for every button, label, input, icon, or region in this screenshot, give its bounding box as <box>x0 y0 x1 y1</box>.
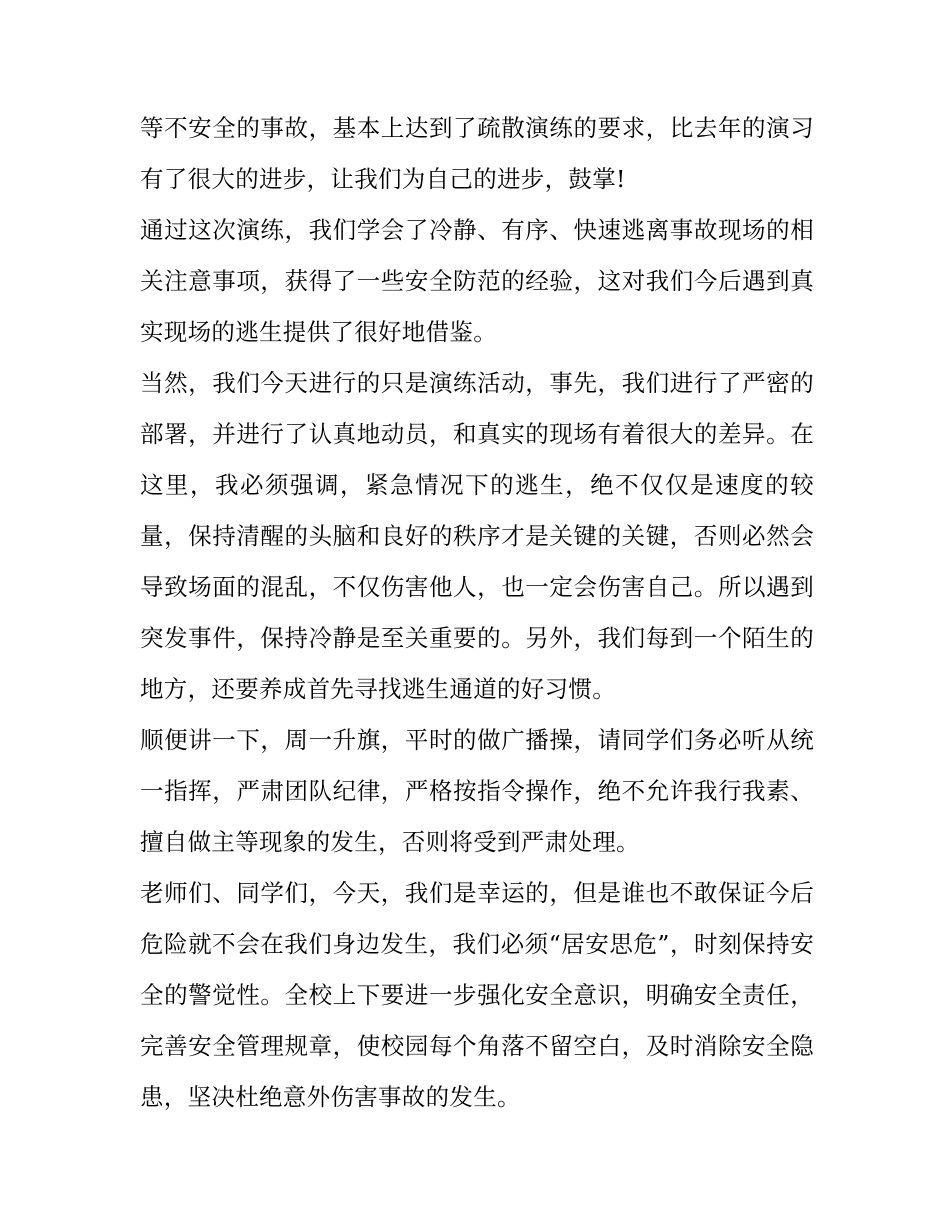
document-body <box>140 103 814 1123</box>
paragraph-4: 顺便讲一下，周一升旗，平时的做广播操，请同学们务必听从统一指挥，严肃团队纪律，严格按指令操作，绝不允许我行我素、擅自做主等现象的发生，否则将受到严肃处理。 <box>140 726 814 856</box>
paragraph-2: 通过这次演练，我们学会了冷静、有序、快速逃离事故现场的相关注意事项，获得了一些安全防范的经验，这对我们今后遇到真实现场的逃生提供了很好地借鉴。 <box>140 216 814 346</box>
paragraph-5: 老师们、同学们，今天，我们是幸运的，但是谁也不敢保证今后危险就不会在我们身边发生，我们必须“居安思危”，时刻保持安全的警觉性。全校上下要进一步强化安全意识，明确安全责任，完善安全管理规章，使校园每个角落不留空白，及时消除安全隐患，坚决杜绝意外伤害事故的发生。 <box>140 879 814 1111</box>
paragraph-1: 等不安全的事故，基本上达到了疏散演练的要求，比去年的演习有了很大的进步，让我们为自己的进步，鼓掌! <box>140 114 814 193</box>
paragraph-3: 当然，我们今天进行的只是演练活动，事先，我们进行了严密的部署，并进行了认真地动员，和真实的现场有着很大的差异。在这里，我必须强调，紧急情况下的逃生，绝不仅仅是速度的较量，保持清醒的头脑和良好的秩序才是关键的关键，否则必然会导致场面的混乱，不仅伤害他人，也一定会伤害自己。所以遇到突发事件，保持冷静是至关重要的。另外，我们每到一个陌生的地方，还要养成首先寻找逃生通道的好习惯。 <box>140 369 814 703</box>
